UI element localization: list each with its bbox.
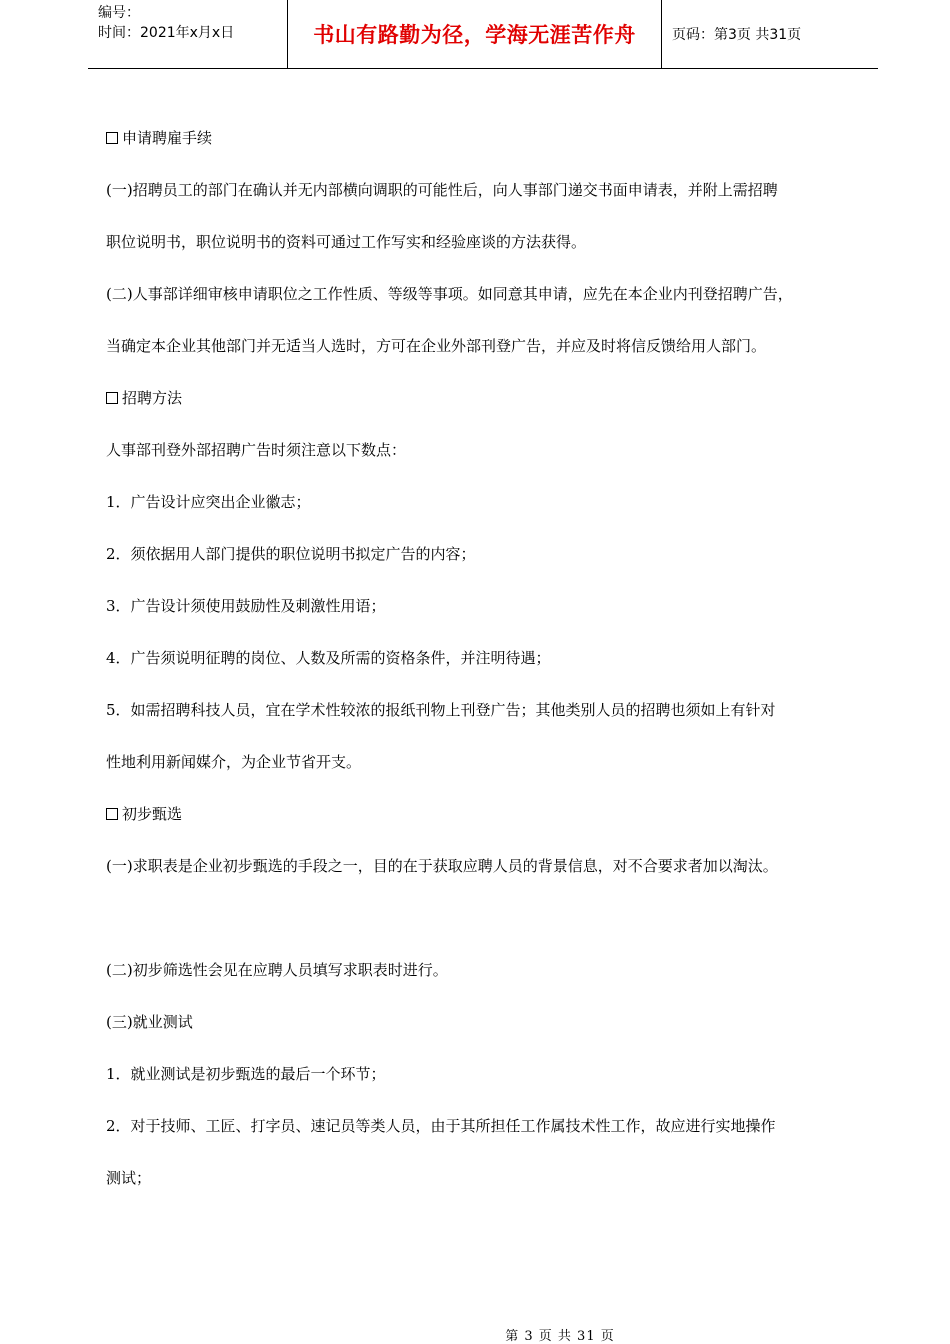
list-item: 性地利用新闻媒介，为企业节省开支。	[106, 753, 362, 771]
section-heading-method: 招聘方法	[106, 381, 866, 433]
header-meta	[88, 0, 288, 68]
list-item: 3．广告设计须使用鼓励性及刺激性用语；	[106, 597, 386, 615]
checkbox-square-icon	[106, 132, 118, 144]
section-heading-screening: 初步甄选	[106, 797, 866, 849]
paragraph-line: (二)人事部详细审核申请职位之工作性质、等级等事项。如同意其申请，应先在本企业内刊登招聘广告，	[106, 285, 793, 303]
paragraph-line: (一)求职表是企业初步甄选的手段之一，目的在于获取应聘人员的背景信息，对不合要求者加以淘汰。	[106, 857, 778, 875]
page-header	[88, 0, 878, 69]
checkbox-square-icon	[106, 392, 118, 404]
list-item: 5．如需招聘科技人员，宜在学术性较浓的报纸刊物上刊登广告；其他类别人员的招聘也须如上有针对	[106, 701, 776, 719]
document-body	[106, 121, 866, 1213]
paragraph-line: 职位说明书，职位说明书的资料可通过工作写实和经验座谈的方法获得。	[106, 233, 587, 251]
document-date-label: 时间：2021年x月x日	[98, 25, 235, 41]
paragraph-line: 当确定本企业其他部门并无适当人选时，方可在企业外部刊登广告，并应及时将信反馈给用人部门。	[106, 337, 767, 355]
paragraph-line: 人事部刊登外部招聘广告时须注意以下数点：	[106, 441, 407, 459]
list-item: 1．广告设计应突出企业徽志；	[106, 493, 311, 511]
paragraph-line: (二)初步筛选性会见在应聘人员填写求职表时进行。	[106, 961, 448, 979]
page-footer: 第 3 页 共 31 页	[505, 1329, 615, 1344]
document-number-label: 编号：	[98, 5, 140, 21]
paragraph-line: (一)招聘员工的部门在确认并无内部横向调职的可能性后，向人事部门递交书面申请表，并附上需招聘	[106, 181, 778, 199]
checkbox-square-icon	[106, 808, 118, 820]
list-item: 测试；	[106, 1169, 152, 1187]
header-motto: 书山有路勤为径，学海无涯苦作舟	[288, 0, 662, 68]
paragraph-line: (三)就业测试	[106, 1013, 193, 1031]
list-item: 2．须依据用人部门提供的职位说明书拟定广告的内容；	[106, 545, 476, 563]
header-page-number: 页码：第3页 共31页	[672, 27, 802, 43]
list-item: 4．广告须说明征聘的岗位、人数及所需的资格条件，并注明待遇；	[106, 649, 551, 667]
section-heading-application: 申请聘雇手续	[106, 121, 866, 173]
list-item: 1．就业测试是初步甄选的最后一个环节；	[106, 1065, 386, 1083]
list-item: 2．对于技师、工匠、打字员、速记员等类人员，由于其所担任工作属技术性工作，故应进行实地操作	[106, 1117, 776, 1135]
